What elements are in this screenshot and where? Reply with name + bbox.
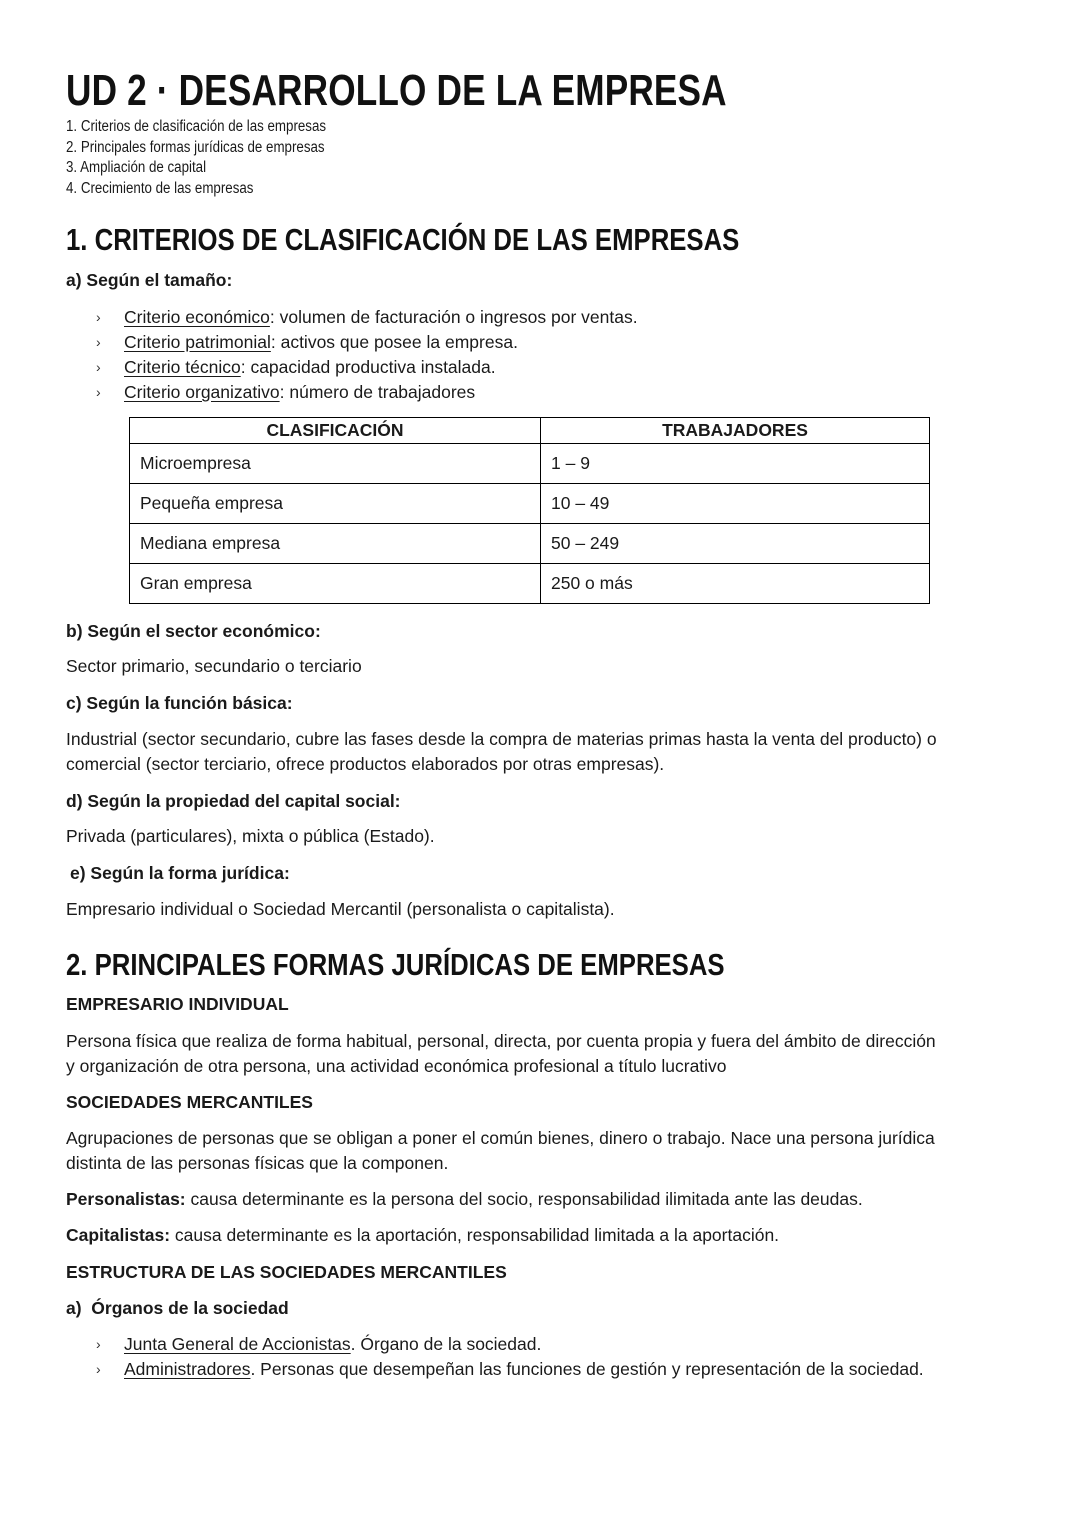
bullet-chevron-icon: › xyxy=(96,334,101,350)
bullet-chevron-icon: › xyxy=(96,359,101,375)
table-cell: Microempresa xyxy=(130,444,541,484)
organ-desc: . Órgano de la sociedad. xyxy=(350,1334,542,1354)
criterion-desc: : activos que posee la empresa. xyxy=(270,332,518,352)
mercantile-societies-text-line: Agrupaciones de personas que se obligan a poner el común bienes, dinero o trabajo. Nace una persona jurídica xyxy=(66,1128,935,1148)
personalistas-definition xyxy=(66,1187,863,1212)
ownership-heading: d) Según la propiedad del capital social: xyxy=(66,791,401,811)
personalistas-text: causa determinante es la persona del socio, responsabilidad ilimitada ante las deudas. xyxy=(185,1189,863,1209)
toc-item: 3. Ampliación de capital xyxy=(66,159,207,176)
criterion-item xyxy=(96,330,518,356)
function-text-line: Industrial (sector secundario, cubre las fases desde la compra de materias primas hasta la venta del producto) o xyxy=(66,729,937,749)
toc-item: 1. Criterios de clasificación de las empresas xyxy=(66,118,327,135)
table-cell: 250 o más xyxy=(541,564,930,604)
individual-entrepreneur-text-line: y organización de otra persona, una actividad económica profesional a título lucrativo xyxy=(66,1056,727,1076)
individual-entrepreneur-text-line: Persona física que realiza de forma habitual, personal, directa, por cuenta propia y fuera del ámbito de dirección xyxy=(66,1031,936,1051)
mercantile-societies-text-line: distinta de las personas físicas que la componen. xyxy=(66,1153,449,1173)
table-row xyxy=(130,564,930,604)
table-cell: Mediana empresa xyxy=(130,524,541,564)
function-text-line: comercial (sector terciario, ofrece productos elaborados por otras empresas). xyxy=(66,754,665,774)
table-cell: 50 – 249 xyxy=(541,524,930,564)
table-of-contents xyxy=(66,117,326,199)
column-header: CLASIFICACIÓN xyxy=(130,418,541,444)
criterion-term: Criterio patrimonial xyxy=(124,332,271,352)
criterion-item xyxy=(96,305,638,331)
section-1-title: 1. CRITERIOS DE CLASIFICACIÓN DE LAS EMPRESAS xyxy=(66,222,740,257)
table-cell: 1 – 9 xyxy=(541,444,930,484)
sector-text: Sector primario, secundario o terciario xyxy=(66,656,362,676)
table-header-row xyxy=(130,418,930,444)
page-title: UD 2 · DESARROLLO DE LA EMPRESA xyxy=(66,66,727,115)
organ-desc: . Personas que desempeñan las funciones de gestión y representación de la sociedad. xyxy=(250,1359,924,1379)
function-heading: c) Según la función básica: xyxy=(66,693,293,713)
sector-heading: b) Según el sector económico: xyxy=(66,621,321,641)
size-criteria-heading: a) Según el tamaño: xyxy=(66,270,233,290)
ownership-text: Privada (particulares), mixta o pública (Estado). xyxy=(66,826,435,846)
table-cell: Pequeña empresa xyxy=(130,484,541,524)
criterion-term: Criterio económico xyxy=(124,307,270,327)
bullet-chevron-icon: › xyxy=(96,1361,101,1377)
table-row xyxy=(130,444,930,484)
table-cell: Gran empresa xyxy=(130,564,541,604)
organ-term: Junta General de Accionistas xyxy=(124,1334,351,1354)
criterion-term: Criterio técnico xyxy=(124,357,241,377)
criterion-term: Criterio organizativo xyxy=(124,382,280,402)
capitalistas-label: Capitalistas: xyxy=(66,1225,171,1245)
organ-term: Administradores xyxy=(124,1359,251,1379)
bullet-chevron-icon: › xyxy=(96,1336,101,1352)
organ-item xyxy=(96,1357,924,1383)
criterion-desc: : volumen de facturación o ingresos por ventas. xyxy=(269,307,638,327)
column-header: TRABAJADORES xyxy=(541,418,930,444)
personalistas-label: Personalistas: xyxy=(66,1189,186,1209)
structure-heading: ESTRUCTURA DE LAS SOCIEDADES MERCANTILES xyxy=(66,1262,507,1282)
toc-item: 2. Principales formas jurídicas de empresas xyxy=(66,138,325,156)
table-row xyxy=(130,484,930,524)
classification-table xyxy=(129,417,930,604)
legal-form-text: Empresario individual o Sociedad Mercantil (personalista o capitalista). xyxy=(66,899,615,919)
capitalistas-definition xyxy=(66,1223,779,1248)
table-row xyxy=(130,524,930,564)
mercantile-societies-heading: SOCIEDADES MERCANTILES xyxy=(66,1092,313,1112)
criterion-desc: : capacidad productiva instalada. xyxy=(240,357,496,377)
criterion-item xyxy=(96,355,496,381)
organs-heading: a) Órganos de la sociedad xyxy=(66,1298,289,1318)
criterion-desc: : número de trabajadores xyxy=(279,382,476,402)
bullet-chevron-icon: › xyxy=(96,309,101,325)
capitalistas-text: causa determinante es la aportación, responsabilidad limitada a la aportación. xyxy=(170,1225,780,1245)
legal-form-heading: e) Según la forma jurídica: xyxy=(70,863,290,883)
table-cell: 10 – 49 xyxy=(541,484,930,524)
criterion-item xyxy=(96,380,476,406)
individual-entrepreneur-heading: EMPRESARIO INDIVIDUAL xyxy=(66,994,289,1014)
bullet-chevron-icon: › xyxy=(96,384,101,400)
organ-item xyxy=(96,1332,542,1358)
toc-item: 4. Crecimiento de las empresas xyxy=(66,179,254,197)
section-2-title: 2. PRINCIPALES FORMAS JURÍDICAS DE EMPRESAS xyxy=(66,947,725,982)
